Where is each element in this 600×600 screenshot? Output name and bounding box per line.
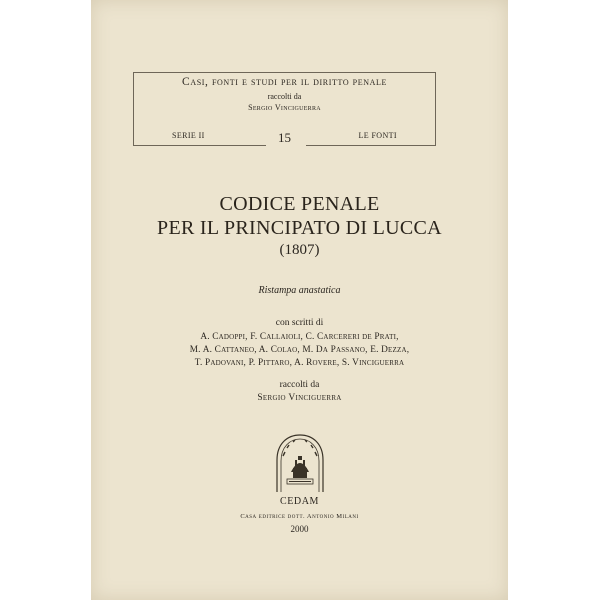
publication-year: 2000 (290, 524, 309, 534)
series-number: 15 (278, 130, 291, 145)
book-title-line-1: CODICE PENALE (219, 193, 380, 215)
authors-line: A. Cadoppi, F. Callaioli, C. Carcereri de Prati, (200, 332, 399, 342)
series-collected-by: raccolti da (267, 92, 302, 101)
authors-line: M. A. Cattaneo, A. Colao, M. Da Passano, E. Dezza, (189, 345, 410, 355)
writings-intro: con scritti di (275, 318, 324, 328)
authors-list (91, 331, 508, 370)
book-year: (1807) (279, 242, 320, 258)
book-title-line-2: PER IL PRINCIPATO DI LUCCA (157, 217, 442, 239)
series-box (133, 72, 436, 146)
series-label: SERIE II (172, 131, 205, 140)
publisher-logo-icon (269, 432, 331, 494)
series-row (134, 131, 435, 147)
series-editor: Sergio Vinciguerra (248, 103, 321, 112)
title-page (91, 0, 508, 600)
series-title: Casi, fonti e studi per il diritto penale (182, 76, 387, 88)
series-section: LE FONTI (358, 131, 397, 140)
publisher-name: Casa editrice dott. Antonio Milani (240, 513, 359, 520)
book-editor: Sergio Vinciguerra (257, 393, 342, 403)
book-subtitle: Ristampa anastatica (258, 285, 341, 296)
book-title-block (91, 192, 508, 260)
logo-label: CEDAM (279, 496, 320, 507)
authors-line: T. Padovani, P. Pittaro, A. Rovere, S. Vinciguerra (194, 358, 405, 368)
collected-by: raccolti da (279, 380, 320, 390)
